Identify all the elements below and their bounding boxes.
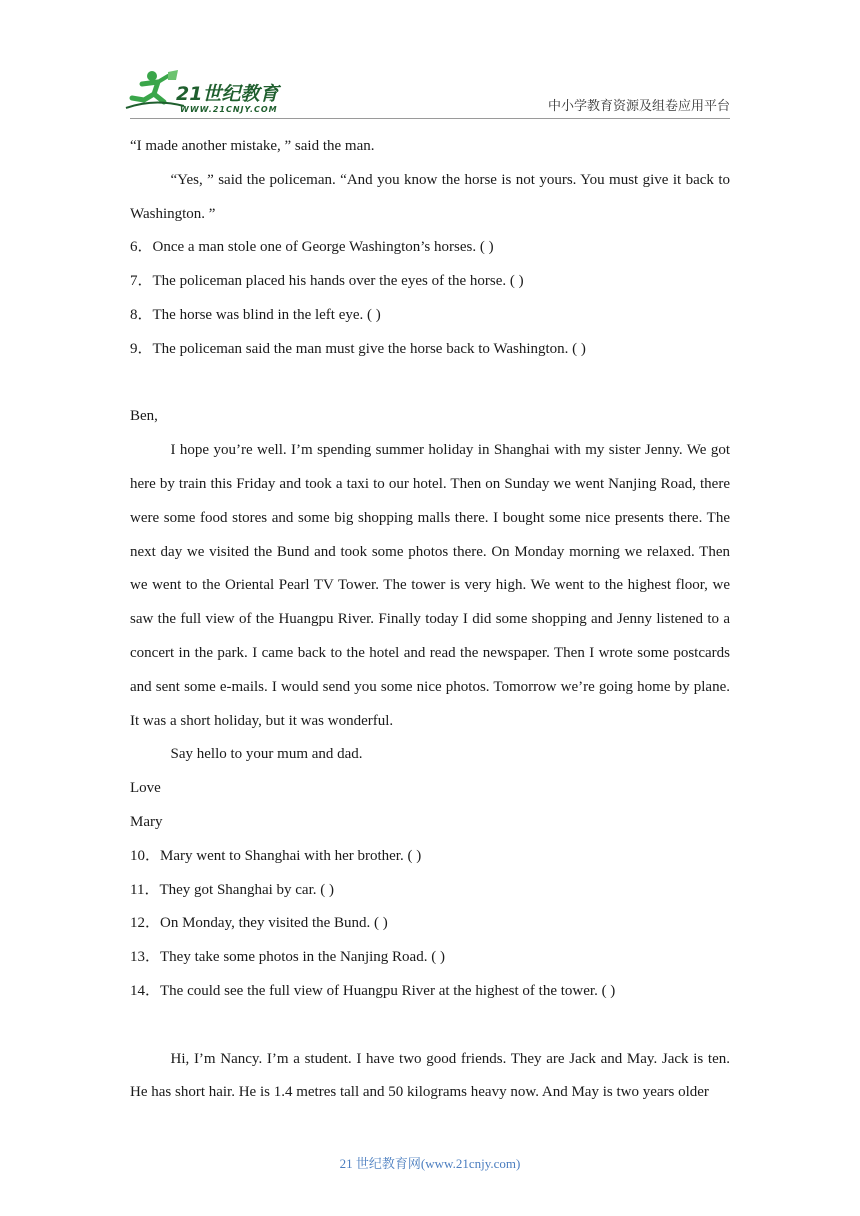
question-item <box>130 299 730 333</box>
question-text: Mary went to Shanghai with her brother. ( ) <box>160 847 422 864</box>
question-number: 13． <box>130 949 161 966</box>
page-content <box>130 130 730 1110</box>
question-item <box>130 231 730 265</box>
section-gap <box>130 1009 730 1043</box>
page-footer: 21 世纪教育网(www.21cnjy.com) <box>339 1156 521 1171</box>
letter-greeting: Ben, <box>130 408 158 425</box>
logo-name: 21世纪教育 <box>176 83 279 105</box>
letter-closing-line: Say hello to your mum and dad. <box>170 746 363 763</box>
question-text: The policeman said the man must give the horse back to Washington. ( ) <box>152 340 586 357</box>
question-text: Once a man stole one of George Washington’s horses. ( ) <box>152 239 494 256</box>
question-item <box>130 874 730 908</box>
question-text: They take some photos in the Nanjing Road. ( ) <box>160 949 445 966</box>
question-number: 12． <box>130 915 161 932</box>
question-text: The policeman placed his hands over the eyes of the horse. ( ) <box>152 273 524 290</box>
question-item <box>130 975 730 1009</box>
page-header <box>0 0 860 120</box>
header-divider <box>130 118 730 119</box>
question-item <box>130 907 730 941</box>
question-item <box>130 333 730 367</box>
question-item <box>130 941 730 975</box>
question-number: 11． <box>130 881 160 898</box>
platform-title: 中小学教育资源及组卷应用平台 <box>547 99 730 114</box>
letter-body: I hope you’re well. I’m spending summer holiday in Shanghai with my sister Jenny. We got here by train this Friday and took a taxi to our hotel. Then on Sunday we went Nanjing Road, there were some food stores and some big shopping malls there. I bought some nice presents there. The next day we visited the Bund and took some photos there. On Monday morning we relaxed. Then we went to the Oriental Pearl TV Tower. The tower is very high. We went to the highest floor, we saw the full view of the Huangpu River. Finally today I did some shopping and Jenny listened to a concert in the park. I came back to the hotel and read the newspaper. Then I wrote some postcards and sent some e-mails. I would send you some nice photos. Tomorrow we’re going home by plane. It was a short holiday, but it was wonderful. <box>130 442 730 729</box>
question-text: On Monday, they visited the Bund. ( ) <box>160 915 388 932</box>
question-text: The could see the full view of Huangpu River at the highest of the tower. ( ) <box>160 982 616 999</box>
site-logo <box>124 68 294 116</box>
logo-url: WWW.21CNJY.COM <box>180 105 278 114</box>
question-number: 8． <box>130 306 153 323</box>
question-text: The horse was blind in the left eye. ( ) <box>152 306 381 323</box>
question-number: 7． <box>130 273 153 290</box>
runner-logo-icon <box>124 68 294 116</box>
question-number: 14． <box>130 982 161 999</box>
question-text: They got Shanghai by car. ( ) <box>159 881 334 898</box>
question-number: 6． <box>130 239 153 256</box>
story-line: “Yes, ” said the policeman. “And you know the horse is not yours. You must give it back to Washington. ” <box>130 171 730 222</box>
passage-text: Hi, I’m Nancy. I’m a student. I have two good friends. They are Jack and May. Jack is ten. He has short hair. He is 1.4 metres tall and 50 kilograms heavy now. And May is two years older <box>130 1050 730 1101</box>
question-number: 9． <box>130 340 153 357</box>
story-line: “I made another mistake, ” said the man. <box>130 138 375 154</box>
letter-signature: Mary <box>130 813 163 830</box>
letter-sign-off: Love <box>130 780 161 797</box>
question-item <box>130 265 730 299</box>
question-item <box>130 840 730 874</box>
section-gap <box>130 367 730 401</box>
question-number: 10． <box>130 847 161 864</box>
